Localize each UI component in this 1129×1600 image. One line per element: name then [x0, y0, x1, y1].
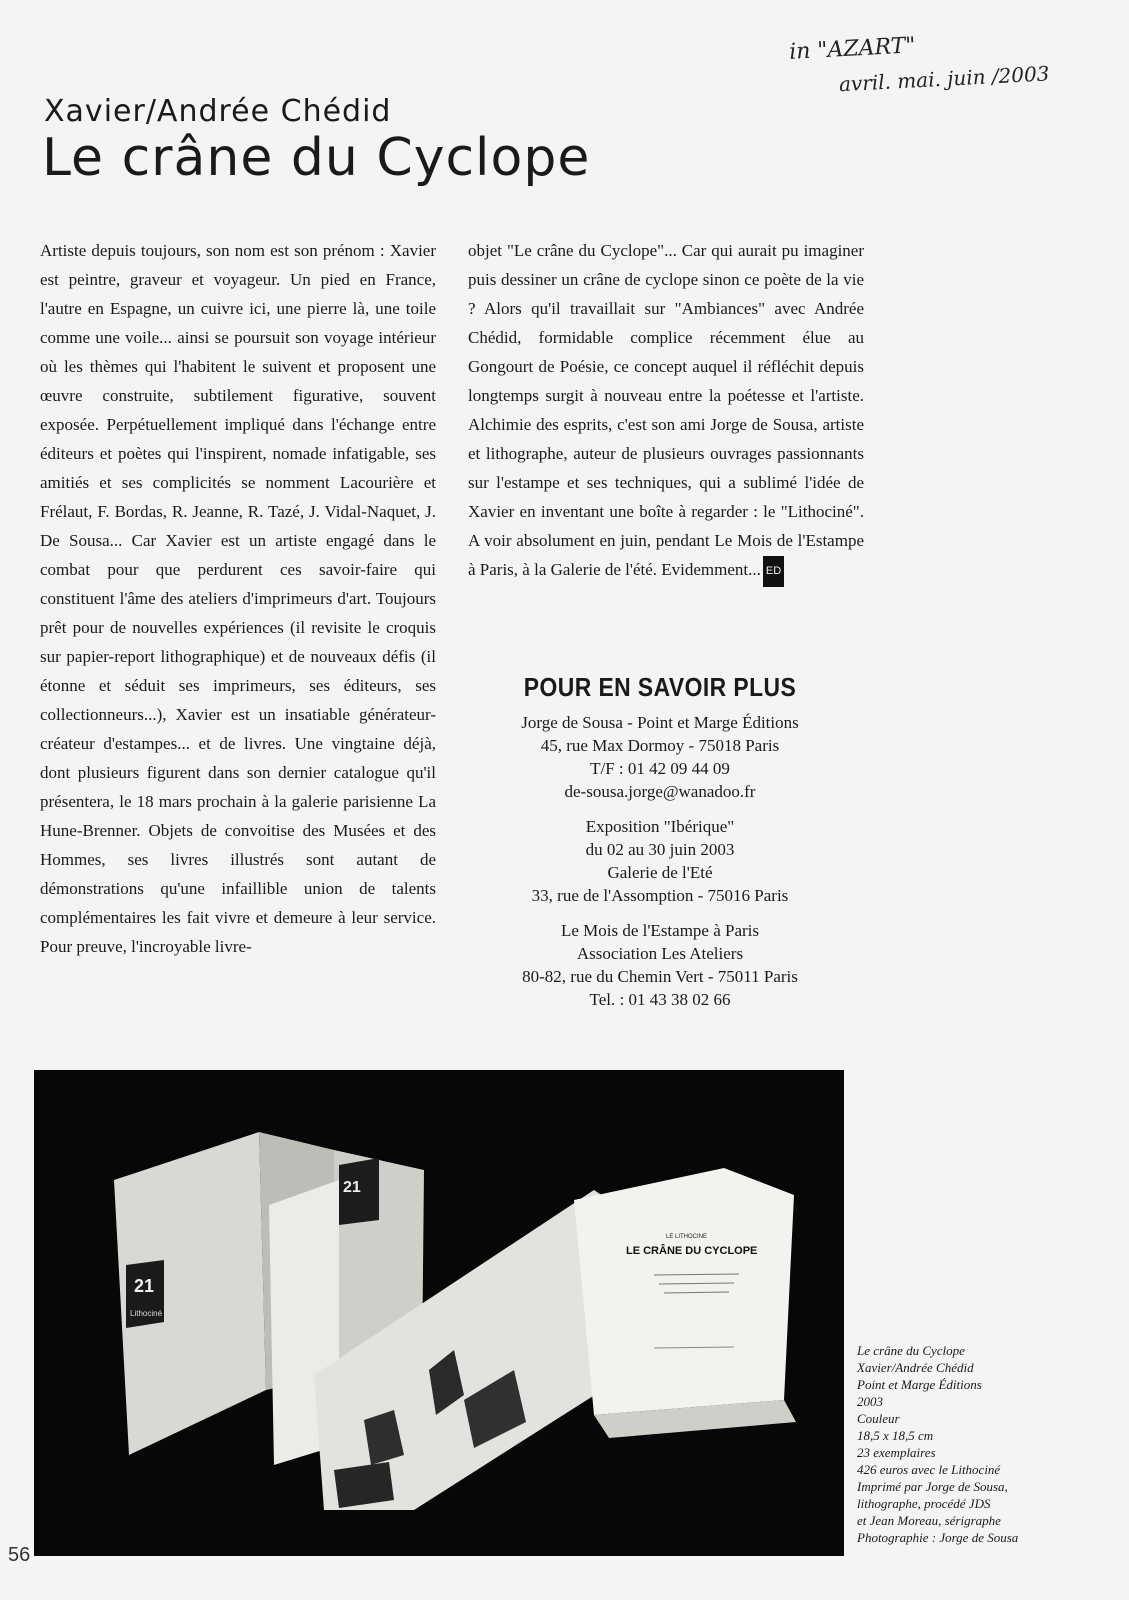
page-number: 56	[8, 1544, 31, 1566]
caption-year: 2003	[857, 1394, 883, 1409]
book-photo-illustration	[34, 1070, 844, 1556]
exhibition-gallery: Galerie de l'Eté	[607, 863, 713, 882]
caption-color: Couleur	[857, 1411, 900, 1426]
association-name: Association Les Ateliers	[576, 944, 744, 963]
photo-caption	[857, 1342, 1117, 1546]
handwritten-note	[788, 20, 1091, 104]
exhibition-dates: du 02 au 30 juin 2003	[585, 840, 735, 859]
exhibition-block	[460, 815, 860, 907]
exhibition-address: 33, rue de l'Assomption - 75016 Paris	[531, 886, 789, 905]
column-2-text	[468, 236, 864, 587]
caption-printer: Imprimé par Jorge de Sousa,	[857, 1479, 1008, 1494]
cover-number-right: 21	[343, 1179, 361, 1196]
caption-screenprinter: et Jean Moreau, sérigraphe	[857, 1513, 1001, 1528]
caption-photo-credit: Photographie : Jorge de Sousa	[857, 1530, 1019, 1545]
exhibition-name: Exposition "Ibérique"	[585, 817, 735, 836]
caption-dimensions: 18,5 x 18,5 cm	[857, 1428, 934, 1443]
publisher-phone: T/F : 01 42 09 44 09	[590, 759, 730, 778]
article-title: Le crâne du Cyclope	[42, 128, 591, 188]
handwritten-note-line1: in "AZART"	[788, 33, 917, 65]
article-column-1	[40, 236, 436, 961]
article-column-2	[468, 236, 864, 587]
cover-brand-left: Lithociné	[130, 1309, 163, 1318]
publisher-email: de-sousa.jorge@wanadoo.fr	[564, 782, 756, 801]
caption-process: lithographe, procédé JDS	[857, 1496, 991, 1511]
publisher-address: 45, rue Max Dormoy - 75018 Paris	[540, 736, 780, 755]
right-book-case	[574, 1168, 794, 1415]
publisher-name: Jorge de Sousa - Point et Marge Éditions	[521, 713, 799, 732]
event-name: Le Mois de l'Estampe à Paris	[560, 921, 760, 940]
book-photograph	[34, 1070, 844, 1556]
column-2-body: objet "Le crâne du Cyclope"... Car qui aurait pu imaginer puis dessiner un crâne de cyclope sinon ce poète de la vie ? Alors qu'il travaillait sur "Ambiances" avec Andrée Chédid, formidable complice récemment élue au Gongourt de Poésie, ce concept auquel il réfléchit depuis longtemps surgit à nouveau entre la poétesse et l'artiste. Alchimie des esprits, c'est son ami Jorge de Sousa, artiste et lithographe, auteur de plusieurs ouvrages passionnants sur l'estampe et ses techniques, qui a sublimé l'idée de Xavier en inventant une boîte à regarder : le "Lithociné". A voir absolument en juin, pendant Le Mois de l'Estampe à Paris, à la Galerie de l'été. Evidemment...	[468, 241, 864, 579]
book-title-label: LE CRÂNE DU CYCLOPE	[626, 1245, 758, 1257]
caption-authors: Xavier/Andrée Chédid	[857, 1360, 974, 1375]
handwritten-note-line2: avril. mai. juin /2003	[838, 61, 1051, 97]
caption-title: Le crâne du Cyclope	[857, 1343, 965, 1358]
column-1-text: Artiste depuis toujours, son nom est son prénom : Xavier est peintre, graveur et voyageur. Un pied en France, l'autre en Espagne, un cuivre ici, une pierre là, une toile comme une voile... ainsi se poursuit son voyage intérieur où les thèmes qui l'habitent le suivent et proposent une œuvre construite, subtilement figurative, souvent exposée. Perpétuellement impliqué dans l'échange entre éditeurs et poètes qui l'inspirent, nomade infatigable, ses amitiés et ses complicités se nomment Lacourière et Frélaut, F. Bordas, R. Jeanne, R. Tazé, J. Vidal-Naquet, J. De Sousa... Car Xavier est un artiste engagé dans le combat pour que perdurent ces savoir-faire qui constituent l'âme des ateliers d'imprimeurs d'art. Toujours prêt pour de nouvelles expériences (il revisite le croquis sur papier-report lithographique) et de nouveaux défis (il étonne et séduit ses imprimeurs, ses éditeurs, ses collectionneurs...), Xavier est un insatiable générateur-créateur d'estampes... et de livres. Une vingtaine déjà, dont plusieurs figurent dans son dernier catalogue qu'il présentera, le 18 mars prochain à la galerie parisienne La Hune-Brenner. Objets de convoitise des Musées et des Hommes, ses livres illustrés sont autant de démonstrations qu'une infaillible union de talents complémentaires les fait vivre et demeure à leur service. Pour preuve, l'incroyable livre-	[40, 241, 436, 956]
author-signature-badge: ED	[763, 556, 784, 587]
caption-publisher: Point et Marge Éditions	[857, 1377, 982, 1392]
publisher-contact-block	[460, 711, 860, 803]
cover-number-left: 21	[134, 1276, 155, 1296]
association-address: 80-82, rue du Chemin Vert - 75011 Paris	[522, 967, 798, 986]
info-box	[460, 672, 860, 1023]
article-author: Xavier/Andrée Chédid	[44, 94, 392, 129]
info-heading: POUR EN SAVOIR PLUS	[523, 672, 797, 702]
association-block	[460, 919, 860, 1011]
caption-copies: 23 exemplaires	[857, 1445, 936, 1460]
association-phone: Tel. : 01 43 38 02 66	[589, 990, 731, 1009]
book-header-label: LE LITHOCINE	[666, 1234, 708, 1240]
litho-print-3	[334, 1462, 394, 1508]
caption-price: 426 euros avec le Lithociné	[857, 1462, 1001, 1477]
